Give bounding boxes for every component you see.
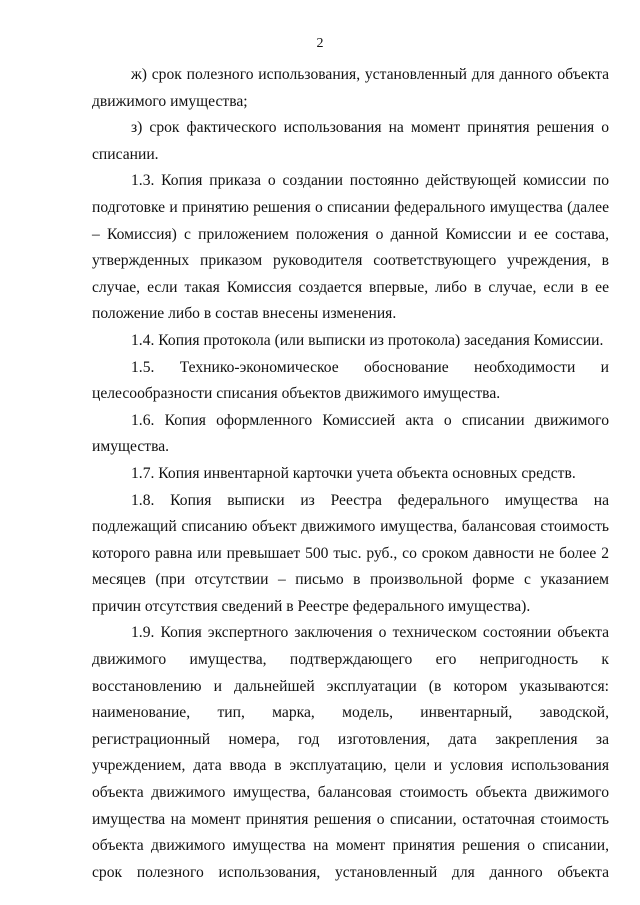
page-number: 2 <box>316 36 324 51</box>
paragraph-1-6: 1.6. Копия оформленного Комиссией акта о списании движимого имущества. <box>92 411 609 456</box>
paragraph-1-4: 1.4. Копия протокола (или выписки из протокола) заседания Комиссии. <box>131 331 604 349</box>
paragraph-z: з) срок фактического использования на момент принятия решения о списании. <box>92 119 609 163</box>
paragraph-1-5: 1.5. Технико-экономическое обоснование необходимости и целесообразности списания объектов движимого имущества. <box>92 358 609 403</box>
paragraph-1-9: 1.9. Копия экспертного заключения о техническом состоянии объекта движимого имущества, подтверждающего его непригодность к восстановлению и дальнейшей эксплуатации (в котором указываются: наименование, тип, марка, модель, инвентарный, заводской, регистрационный номера, год изготовления, дата закрепления за учреждением, дата ввода в эксплуатацию, цели и условия использования объекта движимого имущества, балансовая стоимость объекта движимого имущества на момент принятия решения о списании, остаточная стоимость объекта движимого имущества на момент принятия решения о списании, срок полезного использования, установленный для данного объекта <box>92 624 609 881</box>
paragraph-zh: ж) срок полезного использования, установленный для данного объекта движимого имущества; <box>92 66 609 110</box>
paragraph-1-7: 1.7. Копия инвентарной карточки учета объекта основных средств. <box>131 464 576 482</box>
document-body <box>92 62 609 886</box>
paragraph-1-3: 1.3. Копия приказа о создании постоянно действующей комиссии по подготовке и принятию решения о списании федерального имущества (далее – Комиссия) с приложением положения о данной Комиссии и ее состава, утвержденных приказом руководителя соответствующего учреждения, в случае, если такая Комиссия создается впервые, либо в случае, если в ее положение либо в состав внесены изменения. <box>92 172 609 323</box>
paragraph-1-8: 1.8. Копия выписки из Реестра федерального имущества на подлежащий списанию объект движимого имущества, балансовая стоимость которого равна или превышает 500 тыс. руб., со сроком давности не более 2 месяцев (при отсутствии – письмо в произвольной форме с указанием причин отсутствия сведений в Реестре федерального имущества). <box>92 491 609 615</box>
